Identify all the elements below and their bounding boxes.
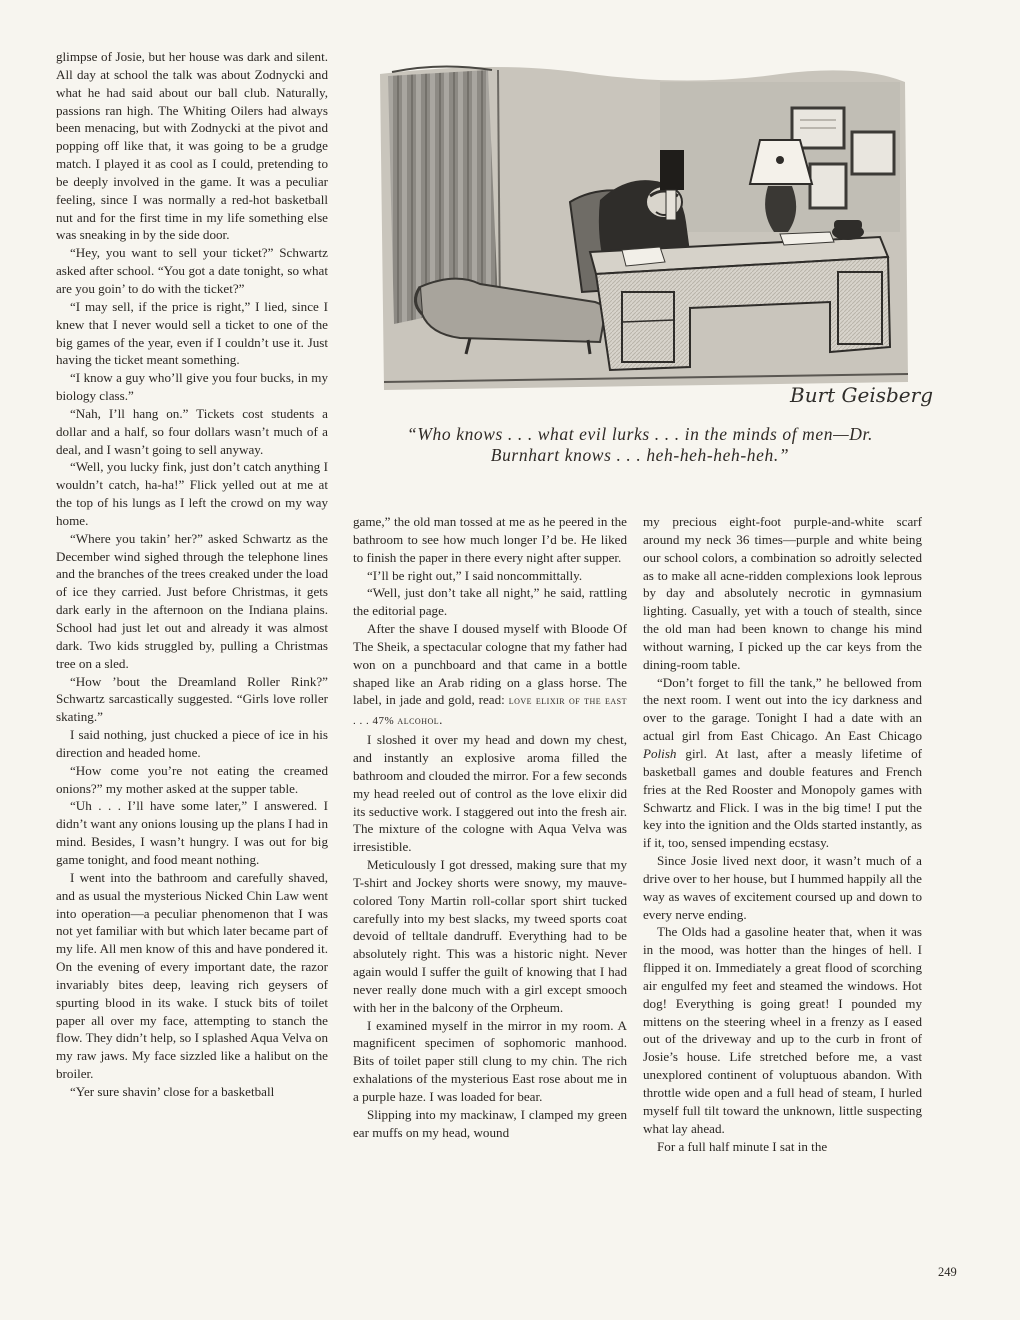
paragraph: game,” the old man tossed at me as he peered in the bathroom to see how much longer I’d be. He liked to finish the paper in there every night after supper. [353,514,627,565]
paragraph: For a full half minute I sat in the [657,1138,828,1154]
text-column-3 [643,513,922,1155]
paragraph: Slipping into my mackinaw, I clamped my green ear muffs on my head, wound [353,1106,627,1140]
paragraph: my precious eight-foot purple-and-white scarf around my neck 36 times—purple and white being our school colors, a combination so adroitly selected as to make all acne-ridden complexions look leprous by day and absolutely necrotic in gymnasium lighting. Casually, yet with a touch of stealth, since the old man had been known to change his mind without warning, I picked up the car keys from the dining-room table. [643,514,922,672]
paragraph: I said nothing, just chucked a piece of ice in his direction and headed home. [56,727,328,760]
text-column-1 [56,48,328,1101]
paragraph: “Well, you lucky fink, just don’t catch anything I wouldn’t catch, ha-ha!” Flick yelled out at me at the top of his lungs as I left the crowd on my way home. [56,459,328,528]
paragraph: “I know a guy who’ll give you four bucks, in my biology class.” [56,370,328,404]
text-column-2 [353,513,627,1142]
paragraph: The Olds had a gasoline heater that, when it was in the mood, was hotter than the hinges of hell. I flipped it on. Immediately a great flood of scorching air engulfed my feet and steamed the windows. Hot dog! Everything is going great! I pounded my mittens on the steering wheel in a frenzy as I eased out of the driveway and up to the curb in front of Josie’s house. Life stretched before me, a vast unexplored continent of voluptuous abandon. With throttle wide open and a full head of steam, I hurled myself full tilt toward the unknown, little suspecting what lay ahead. [643,924,922,1136]
paragraph: “How ’bout the Dreamland Roller Rink?” Schwartz sarcastically suggested. “Girls love roller skating.” [56,673,328,725]
paragraph: “Nah, I’ll hang on.” Tickets cost students a dollar and a half, so four dollars wasn’t much of a deal, and I wasn’t going to sell anyway. [56,405,328,457]
paragraph: Since Josie lived next door, it wasn’t much of a drive over to her house, but I hummed happily all the way as waves of excitement coursed up and down to every nerve ending. [643,853,922,922]
paragraph: glimpse of Josie, but her house was dark and silent. All day at school the talk was about Zodnycki and what he had said about our ball club. Naturally, passions ran high. The Whiting Oilers had always been menacing, but with Zodnycki at the pivot and popping off like that, it was going to be a grudge match. I played it as cool as I could, pretending to be deeply involved in the game. It was a peculiar feeling, since I was normally a red-hot basketball nut and for the first time in my life something else was sneaking in by the side door. [56,49,328,243]
page-number: 249 [938,1265,957,1279]
paragraph: “I’ll be right out,” I said noncommittally. [367,567,583,583]
caption-line-1: “Who knows . . . what evil lurks . . . in the minds of men—Dr. [407,424,873,444]
paragraph: I sloshed it over my head and down my chest, and instantly an explosive aroma filled the bathroom and clouded the mirror. For a few seconds my head reeled out of control as the love elixir did its seductive work. I staggered out into the fresh air. The mixture of the cologne with Aqua Velva was irresistible. [353,732,627,855]
paragraph: “Where you takin’ her?” asked Schwartz as the December wind sighed through the telephone lines and the branches of the trees creaked under the load of ice they carried. Just before Christmas, it gets dark early in the afternoon on the Indiana plains. School had just let out and already it was almost dark. Two kids struggled by, pulling a Christmas tree on a sled. [56,530,328,671]
paragraph [643,674,922,852]
paragraph: “How come you’re not eating the creamed onions?” my mother asked at the supper table. [56,762,328,796]
cartoon-caption [345,424,935,466]
paragraph: “Well, just don’t take all night,” he said, rattling the editorial page. [353,585,627,619]
paragraph [353,620,627,731]
artist-signature: Burt Geisberg [790,383,934,407]
paragraph-text: . [439,712,443,728]
paragraph: “Hey, you want to sell your ticket?” Schwartz asked after school. “You got a date tonight, so what are you goin’ to do with the ticket?” [56,245,328,296]
paragraph-text: love elixir of the east . . . 47% alcohol [353,695,627,728]
paragraph-text: “Don’t forget to fill the tank,” he bellowed from the next room. I went out into the icy darkness and over to the garage. Tonight I had a date with an actual girl from East Chicago. An East Chicago [643,674,922,744]
paragraph: “Yer sure shavin’ close for a basketball [70,1083,275,1099]
caption-line-2: Burnhart knows . . . heh-heh-heh-heh.” [490,445,790,465]
paragraph-text: girl. At last, after a measly lifetime of basketball games and double features and French fries at the Red Rooster and Monopoly games with Schwartz and Flick. I was in the big time! I put the key into the ignition and the Olds started instantly, as if it, too, sensed impending ecstasy. [643,745,922,851]
paragraph: “Uh . . . I’ll have some later,” I answered. I didn’t want any onions lousing up the plans I had in mind. Besides, I wasn’t hungry. I was out for big game tonight, and food meant nothing. [56,798,328,867]
paragraph-text: Polish [643,745,677,761]
paragraph: I went into the bathroom and carefully shaved, and as usual the mysterious Nicked Chin Law went into operation—a peculiar phenomenon that I was not yet familiar with but which later became part of my life. All men know of this and have pondered it. On the evening of every important date, the razor invariably bites deep, leaving rich geysers of spurting blood in its wake. I stuck bits of toilet paper all over my face, attempting to stanch the flow. They didn’t help, so I splashed Aqua Velva on my raw jaws. My face sizzled like a halibut on the broiler. [56,869,328,1082]
cartoon-illustration [360,52,934,422]
paragraph: “I may sell, if the price is right,” I lied, since I knew that I never would sell a ticket to one of the big games of the year, even if I couldn’t use it. Just having the ticket meant something. [56,298,328,368]
paragraph: Meticulously I got dressed, making sure that my T-shirt and Jockey shorts were snowy, my mauve-colored Tony Martin roll-collar sport shirt tucked carefully into my best slacks, my tweed sports coat devoid of telltale dandruff. Everything had to be absolutely right. This was a historic night. Never again would I suffer the guilt of knowing that I had never really done much with a girl except smooch with her in the balcony of the Orpheum. [353,857,627,1015]
paragraph: I examined myself in the mirror in my room. A magnificent specimen of sophomoric manhood. Bits of toilet paper still clung to my chin. The rich exhalations of the mysterious East rose about me in a purple haze. I was loaded for bear. [353,1017,627,1104]
paragraph-text: After the shave I doused myself with Bloode Of The Sheik, a spectacular cologne that my father had won on a punchboard and that came in a bottle shaped like an Arab riding on a glass horse. The label, in jade and gold, read: [353,621,627,708]
